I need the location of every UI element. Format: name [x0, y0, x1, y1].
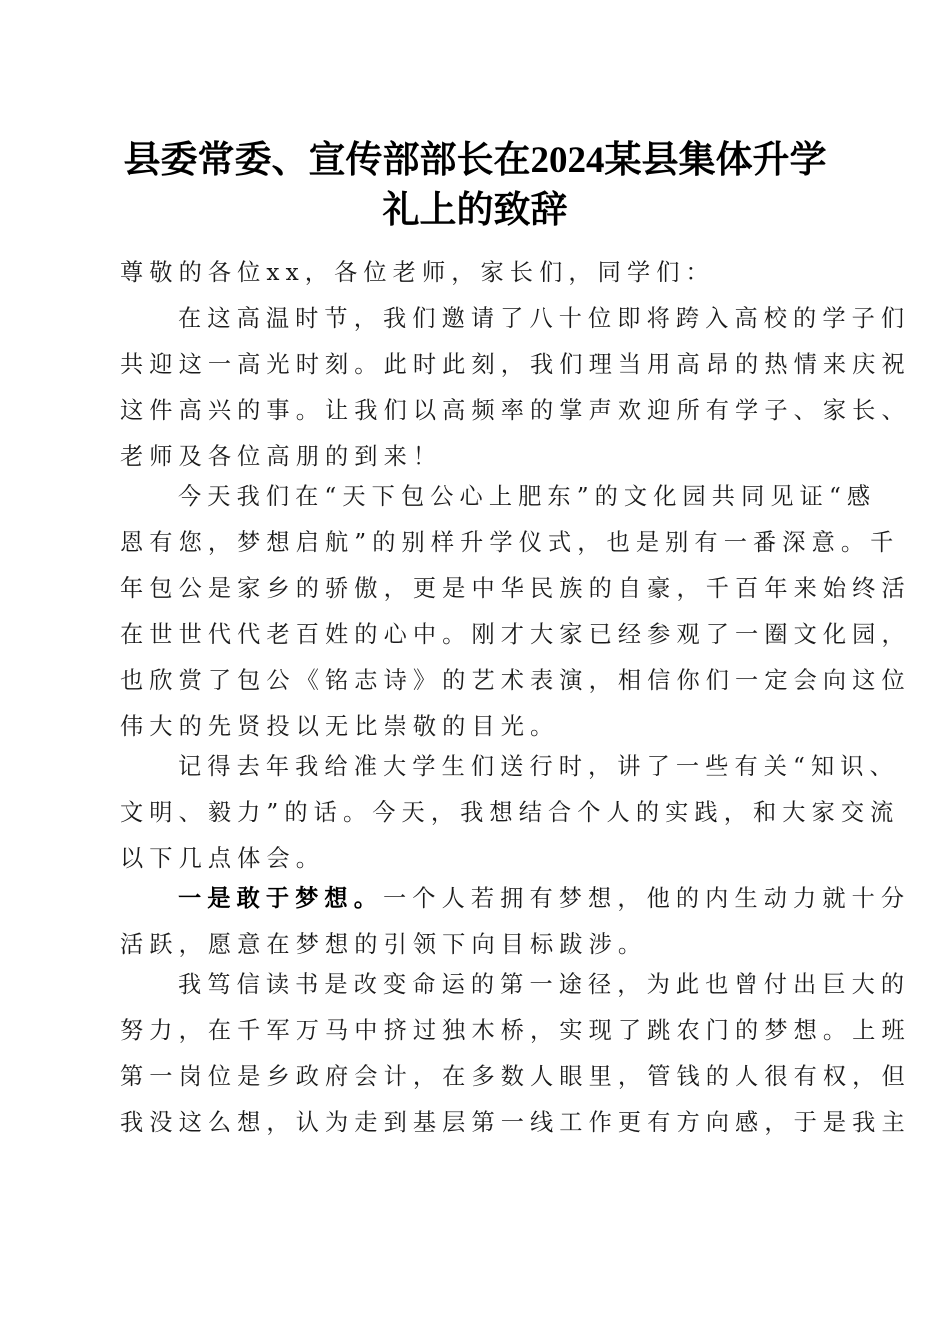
paragraph-line: 在世世代代老百姓的心中。刚才大家已经参观了一圈文化园， [120, 621, 911, 648]
paragraph-line-text: 一个人若拥有梦想，他的内生动力就十分 [383, 885, 911, 912]
paragraph-5 [120, 962, 911, 1146]
paragraph-2 [120, 474, 911, 750]
title-line-1: 县委常委、宣传部部长在2024某县集体升学 [123, 140, 827, 181]
paragraph-line: 这件高兴的事。让我们以高频率的掌声欢迎所有学子、家长、 [120, 397, 911, 424]
paragraph-line: 老师及各位高朋的到来！ [120, 443, 443, 470]
paragraph-line: 记得去年我给准大学生们送行时，讲了一些有关“知识、 [178, 753, 899, 780]
paragraph-line: 恩有您，梦想启航”的别样升学仪式，也是别有一番深意。千 [120, 529, 900, 556]
section-heading-dare-to-dream: 一是敢于梦想。 [178, 885, 384, 912]
title-line-2: 礼上的致辞 [382, 190, 568, 231]
paragraph-1 [120, 296, 911, 480]
paragraph-3 [120, 744, 900, 882]
document-title [100, 136, 850, 236]
paragraph-line: 以下几点体会。 [120, 845, 326, 872]
paragraph-line: 今天我们在“天下包公心上肥东”的文化园共同见证“感 [178, 483, 877, 510]
paragraph-line: 年包公是家乡的骄傲，更是中华民族的自豪，千百年来始终活 [120, 575, 911, 602]
paragraph-line: 共迎这一高光时刻。此时此刻，我们理当用高昂的热情来庆祝 [120, 351, 911, 378]
paragraph-line: 第一岗位是乡政府会计，在多数人眼里，管钱的人很有权，但 [120, 1063, 911, 1090]
paragraph-4 [120, 876, 911, 968]
paragraph-line: 我笃信读书是改变命运的第一途径，为此也曾付出巨大的 [178, 971, 911, 998]
paragraph-line: 我没这么想，认为走到基层第一线工作更有方向感，于是我主 [120, 1109, 911, 1136]
paragraph-line: 也欣赏了包公《铭志诗》的艺术表演，相信你们一定会向这位 [120, 667, 911, 694]
document-body [120, 250, 911, 1146]
salutation: 尊敬的各位xx，各位老师，家长们，同学们： [120, 259, 715, 286]
paragraph-line: 伟大的先贤投以无比崇敬的目光。 [120, 713, 560, 740]
paragraph-line: 在这高温时节，我们邀请了八十位即将跨入高校的学子们 [178, 305, 911, 332]
paragraph-line [120, 876, 911, 922]
paragraph-line: 努力，在千军万马中挤过独木桥，实现了跳农门的梦想。上班 [120, 1017, 911, 1044]
paragraph-line: 文明、毅力”的话。今天，我想结合个人的实践，和大家交流 [120, 799, 900, 826]
paragraph-line: 活跃，愿意在梦想的引领下向目标跋涉。 [120, 931, 648, 958]
